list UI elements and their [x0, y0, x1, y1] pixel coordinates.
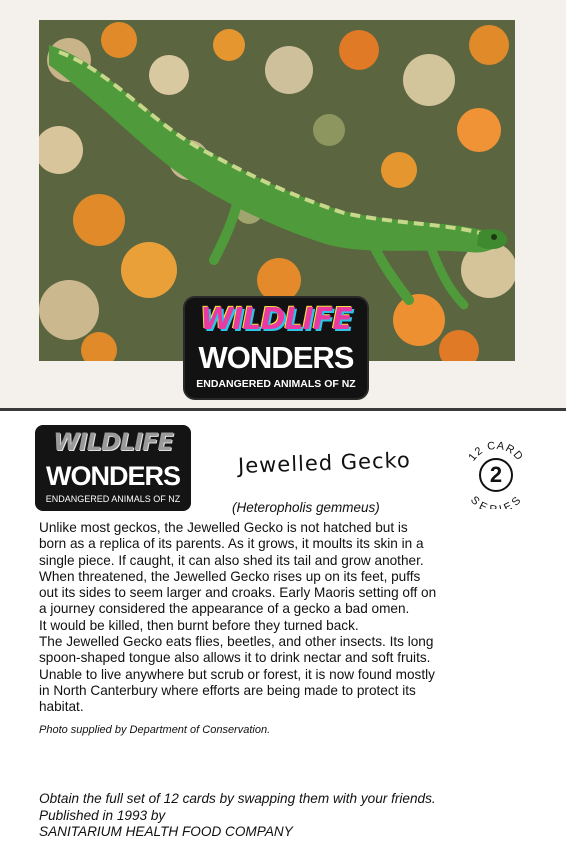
scientific-name: (Heteropholis gemmeus)	[232, 500, 380, 515]
description-line: Unlike most geckos, the Jewelled Gecko is not hatched but is	[39, 520, 408, 535]
description-line: single piece. If caught, it can also shed its tail and grow another.	[39, 552, 424, 568]
svg-text:SERIES	[468, 494, 524, 509]
description-line: born as a replica of its parents. As it grows, it moults its skin in a	[39, 536, 424, 552]
logo-wordmark: WILDLIFE	[200, 302, 352, 337]
series-label: SE ES	[468, 494, 524, 509]
series-badge	[462, 441, 530, 509]
description-line: habitat.	[39, 699, 84, 715]
back-logo-title: WONDERS	[46, 461, 180, 491]
description-line: When threatened, the Jewelled Gecko rises up on its feet, puffs	[39, 568, 421, 584]
description-line: Unable to live anywhere but scrub or forest, it is now found mostly	[39, 666, 435, 682]
description-line: out its sides to seem larger and croaks. Early Maoris setting off on	[39, 585, 437, 601]
logo-tagline: ENDANGERED ANIMALS OF NZ	[196, 378, 356, 390]
footer	[39, 791, 559, 841]
front-logo	[185, 298, 367, 398]
card-back	[0, 411, 566, 844]
card-front	[0, 0, 566, 408]
description-line: in North Canterbury where efforts are being made to protect its	[39, 682, 416, 698]
series-count-text: 12 CARD	[466, 441, 526, 464]
footer-line: Obtain the full set of 12 cards by swapping them with your friends.	[39, 791, 436, 806]
back-logo-wordmark: WILDLIFE	[53, 428, 173, 456]
footer-line: Published in 1993 by	[39, 807, 166, 823]
description	[39, 520, 539, 716]
description-line: It would be killed, then burnt before they turned back.	[39, 617, 359, 633]
footer-line: SANITARIUM HEALTH FOOD COMPANY	[39, 824, 293, 839]
card-title: Jewelled Gecko	[237, 447, 412, 479]
back-logo	[35, 425, 191, 511]
back-logo-tagline: ENDANGERED ANIMALS OF NZ	[45, 494, 181, 504]
description-line: The Jewelled Gecko eats flies, beetles, and other insects. Its long	[39, 634, 434, 650]
series-number: 2	[479, 458, 513, 492]
photo-credit: Photo supplied by Department of Conservation.	[39, 724, 271, 736]
logo-title: WONDERS	[198, 340, 354, 375]
description-line: a journey considered the appearance of a gecko a bad omen.	[39, 601, 410, 617]
description-line: spoon-shaped tongue also allows it to drink nectar and soft fruits.	[39, 650, 431, 666]
